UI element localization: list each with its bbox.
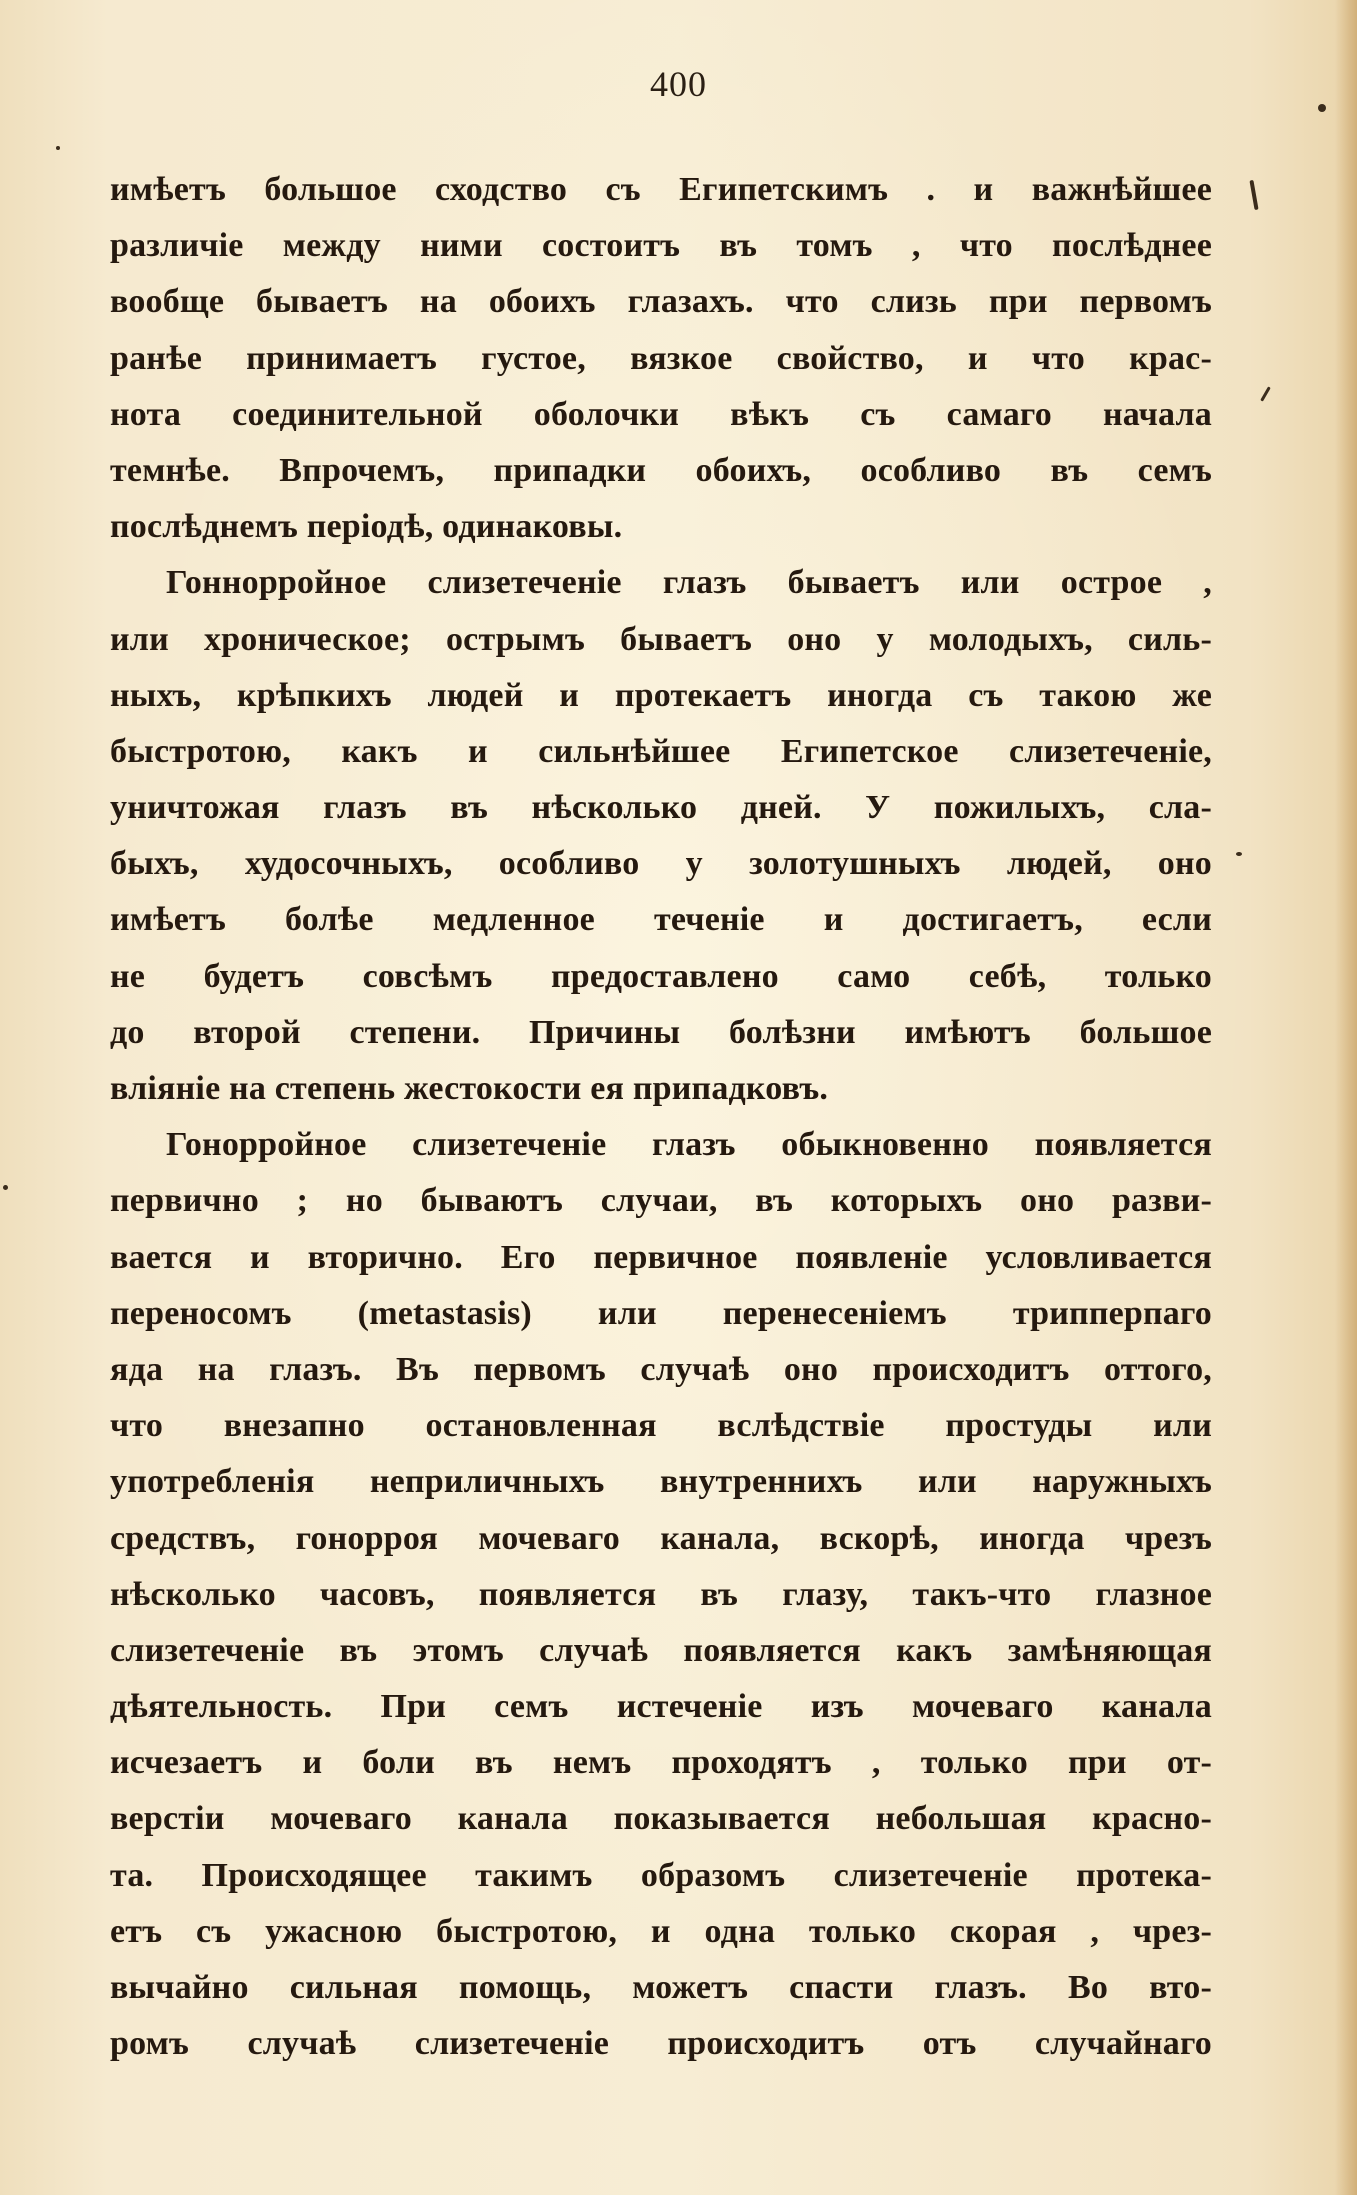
text-line: средствъ, гонорроя мочеваго канала, вскорѣ, иногда чрезъ bbox=[110, 1519, 1212, 1557]
text-line: ромъ случаѣ слизетеченіе происходитъ отъ случайнаго bbox=[110, 2025, 1212, 2063]
text-line: темнѣе. Впрочемъ, припадки обоихъ, особливо въ семъ bbox=[110, 451, 1212, 489]
text-line: вычайно сильная помощь, можетъ спасти глазъ. Во вто- bbox=[110, 1969, 1212, 2006]
text-line: различіе между ними состоитъ въ томъ , что послѣднее bbox=[110, 227, 1212, 265]
text-line: что внезапно остановленная вслѣдствіе простуды или bbox=[110, 1407, 1212, 1445]
page-edge-shadow bbox=[1335, 0, 1357, 2195]
text-line: не будетъ совсѣмъ предоставлено само себѣ, только bbox=[110, 957, 1212, 995]
text-line: вліяніе на степень жестокости ея припадковъ. bbox=[110, 1070, 829, 1107]
text-line: вается и вторично. Его первичное появленіе условливается bbox=[110, 1238, 1212, 1276]
text-line: нота соединительной оболочки вѣкъ съ самаго начала bbox=[110, 395, 1212, 433]
text-line: слизетеченіе въ этомъ случаѣ появляется какъ замѣняющая bbox=[110, 1631, 1212, 1669]
text-line: дѣятельность. При семъ истеченіе изъ мочеваго канала bbox=[110, 1688, 1212, 1726]
text-line: вообще бываетъ на обоихъ глазахъ. что слизь при первомъ bbox=[110, 283, 1212, 321]
text-line: етъ съ ужасною быстротою, и одна только скорая , чрез- bbox=[110, 1912, 1212, 1950]
text-line: быстротою, какъ и сильнѣйшее Египетское слизетеченіе, bbox=[110, 732, 1212, 770]
text-line: верстіи мочеваго канала показывается небольшая красно- bbox=[110, 1800, 1212, 1838]
ink-speck bbox=[56, 146, 60, 150]
paragraph-start-line: Гонорройное слизетеченіе глазъ обыкновенно появляется bbox=[166, 1126, 1212, 1164]
text-line: употребленія неприличныхъ внутреннихъ или наружныхъ bbox=[110, 1463, 1212, 1501]
text-line: или хроническое; острымъ бываетъ оно у молодыхъ, силь- bbox=[110, 620, 1212, 658]
text-line: нѣсколько часовъ, появляется въ глазу, такъ-что глазное bbox=[110, 1575, 1212, 1613]
text-line: яда на глазъ. Въ первомъ случаѣ оно происходитъ оттого, bbox=[110, 1350, 1212, 1388]
page-number: 400 bbox=[650, 64, 707, 104]
text-line: ранѣе принимаетъ густое, вязкое свойство, и что крас- bbox=[110, 339, 1212, 377]
text-line: ныхъ, крѣпкихъ людей и протекаетъ иногда съ такою же bbox=[110, 676, 1212, 714]
text-line: исчезаетъ и боли въ немъ проходятъ , только при от- bbox=[110, 1744, 1212, 1782]
text-line: первично ; но бываютъ случаи, въ которыхъ оно разви- bbox=[110, 1182, 1212, 1220]
text-line: имѣетъ болѣе медленное теченіе и достигаетъ, если bbox=[110, 901, 1212, 939]
ink-speck bbox=[1249, 180, 1258, 210]
text-line: уничтожая глазъ въ нѣсколько дней. У пожилыхъ, сла- bbox=[110, 789, 1212, 827]
paragraph-start-line: Гоннорройное слизетеченіе глазъ бываетъ или острое , bbox=[166, 564, 1212, 602]
text-line: переносомъ (metastasis) или перенесеніемъ трипперпаго bbox=[110, 1294, 1212, 1332]
text-line: послѣднемъ періодѣ, одинаковы. bbox=[110, 508, 623, 546]
body-text bbox=[110, 162, 1212, 2072]
text-line: та. Происходящее такимъ образомъ слизетеченіе протека- bbox=[110, 1856, 1212, 1894]
ink-speck bbox=[1236, 852, 1242, 856]
text-line: имѣетъ большое сходство съ Египетскимъ . и важнѣйшее bbox=[110, 171, 1212, 208]
text-line: до второй степени. Причины болѣзни имѣютъ большое bbox=[110, 1013, 1212, 1051]
ink-speck bbox=[3, 1185, 8, 1190]
ink-speck bbox=[1260, 386, 1271, 401]
ink-speck bbox=[1318, 104, 1326, 112]
text-line: быхъ, худосочныхъ, особливо у золотушныхъ людей, оно bbox=[110, 845, 1212, 883]
